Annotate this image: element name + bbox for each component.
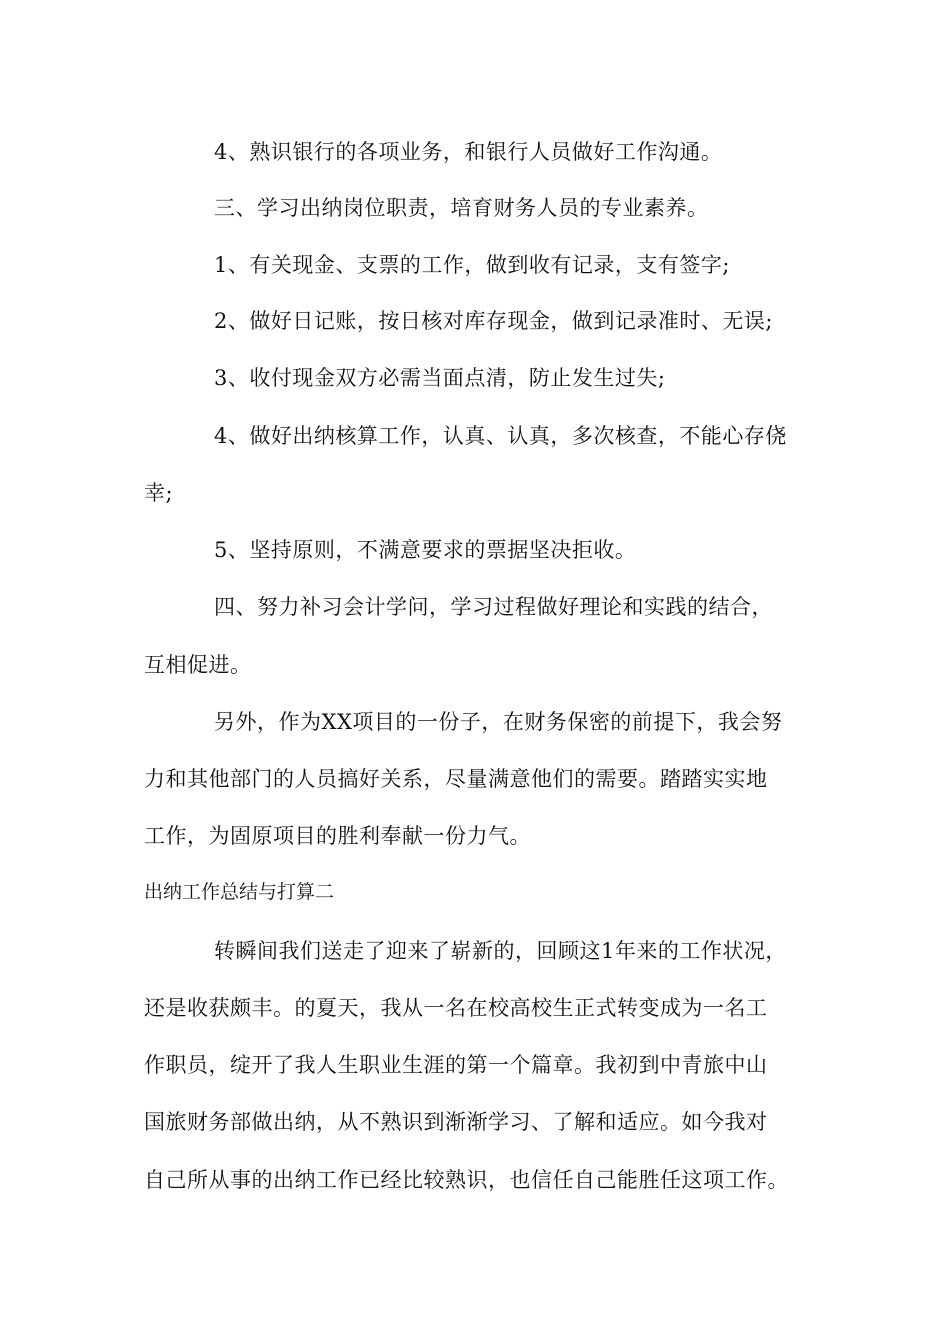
text-line-2: 三、学习出纳岗位职责，培育财务人员的专业素养。 [214,196,709,220]
text-line-19: 自己所从事的出纳工作已经比较熟识，也信任自己能胜任这项工作。 [144,1168,789,1192]
text-line-4: 2、做好日记账，按日核对库存现金，做到记录准时、无误; [214,309,773,333]
text-line-5: 3、收付现金双方必需当面点清，防止发生过失; [214,366,666,390]
text-line-13: 工作，为固原项目的胜利奉献一份力气。 [144,824,531,848]
text-line-8: 5、坚持原则，不满意要求的票据坚决拒收。 [214,538,637,562]
text-line-1: 4、熟识银行的各项业务，和银行人员做好工作沟通。 [214,140,723,164]
section-heading: 出纳工作总结与打算二 [144,881,335,903]
text-line-11: 另外，作为XX项目的一份子，在财务保密的前提下，我会努 [214,710,783,734]
text-line-10: 互相促进。 [144,653,252,677]
text-line-9: 四、努力补习会计学问，学习过程做好理论和实践的结合， [214,595,773,619]
text-line-7: 幸; [144,481,174,505]
text-line-18: 国旅财务部做出纳，从不熟识到渐渐学习、了解和适应。如今我对 [144,1110,768,1134]
text-line-6: 4、做好出纳核算工作，认真、认真，多次核查，不能心存侥 [214,424,787,448]
text-line-15: 转瞬间我们送走了迎来了崭新的，回顾这1年来的工作状况， [214,939,787,963]
text-line-16: 还是收获颇丰。的夏天，我从一名在校高校生正式转变成为一名工 [144,996,768,1020]
text-line-3: 1、有关现金、支票的工作，做到收有记录，支有签字; [214,253,730,277]
text-line-17: 作职员，绽开了我人生职业生涯的第一个篇章。我初到中青旅中山 [144,1053,768,1077]
text-line-12: 力和其他部门的人员搞好关系，尽量满意他们的需要。踏踏实实地 [144,767,768,791]
